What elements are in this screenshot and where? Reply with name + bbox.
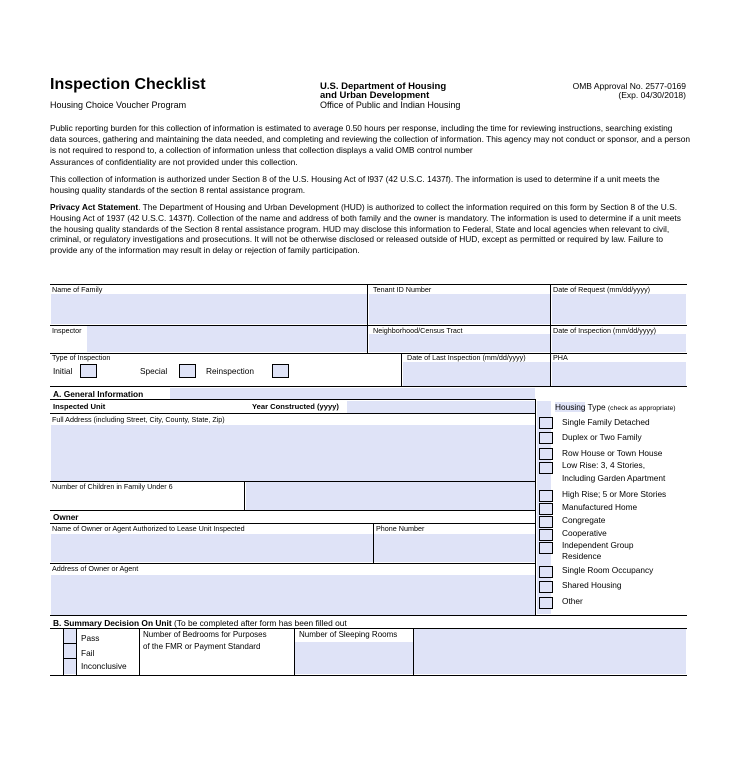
- section-b-title: B. Summary Decision On Unit: [53, 618, 172, 628]
- owner-address-field[interactable]: [51, 575, 535, 615]
- phone-number-field[interactable]: [374, 534, 535, 562]
- housing-option-manufactured-home: Manufactured Home: [562, 502, 638, 512]
- fail-checkbox[interactable]: [63, 645, 76, 657]
- initial-label: Initial: [53, 366, 73, 376]
- housing-option-duplex: Duplex or Two Family: [562, 432, 642, 442]
- inspected-unit-label: Inspected Unit: [53, 402, 106, 411]
- other-checkbox[interactable]: [539, 597, 553, 609]
- cooperative-checkbox[interactable]: [539, 529, 553, 541]
- year-constructed-field[interactable]: [347, 401, 535, 413]
- fail-label: Fail: [81, 648, 95, 658]
- type-of-inspection-label: Type of Inspection: [52, 353, 111, 362]
- housing-option-other: Other: [562, 596, 583, 606]
- duplex-checkbox[interactable]: [539, 432, 553, 444]
- date-of-inspection-label: Date of Inspection (mm/dd/yyyy): [553, 326, 657, 335]
- manufactured-home-checkbox[interactable]: [539, 503, 553, 515]
- name-of-family-label: Name of Family: [52, 285, 103, 294]
- name-of-family-field[interactable]: [51, 294, 367, 324]
- full-address-field[interactable]: [51, 425, 535, 481]
- housing-option-low-rise-cont: Including Garden Apartment: [562, 473, 666, 483]
- initial-checkbox[interactable]: [80, 364, 97, 378]
- housing-option-single-family-detached: Single Family Detached: [562, 417, 650, 427]
- full-address-label: Full Address (including Street, City, County, State, Zip): [52, 415, 225, 424]
- date-last-inspection-field[interactable]: [403, 362, 550, 386]
- housing-option-independent-group: Independent Group: [562, 540, 634, 550]
- bedrooms-label-line-1: Number of Bedrooms for Purposes: [143, 630, 267, 639]
- tenant-id-label: Tenant ID Number: [373, 285, 432, 294]
- owner-address-label: Address of Owner or Agent: [52, 564, 139, 573]
- section-b-note: (To be completed after form has been filled out: [174, 618, 347, 628]
- pha-field[interactable]: [552, 362, 686, 386]
- department-line-2: and Urban Development: [320, 90, 430, 101]
- reinspection-checkbox[interactable]: [272, 364, 289, 378]
- independent-group-residence-checkbox[interactable]: [539, 542, 553, 554]
- privacy-act-heading: Privacy Act Statement: [50, 202, 139, 212]
- inconclusive-label: Inconclusive: [81, 661, 127, 671]
- department-line-1: U.S. Department of Housing: [320, 81, 447, 92]
- date-of-request-label: Date of Request (mm/dd/yyyy): [553, 285, 651, 294]
- office-name: Office of Public and Indian Housing: [320, 100, 461, 110]
- special-checkbox[interactable]: [179, 364, 196, 378]
- pass-checkbox[interactable]: [63, 630, 76, 642]
- low-rise-checkbox[interactable]: [539, 462, 553, 474]
- single-family-detached-checkbox[interactable]: [539, 417, 553, 429]
- year-constructed-label: Year Constructed (yyyy): [252, 402, 339, 411]
- housing-option-shared-housing: Shared Housing: [562, 580, 622, 590]
- section-a-header-band: [170, 388, 535, 399]
- privacy-act-text: . The Department of Housing and Urban Development (HUD) is authorized to collect the information required on this form by Section 8 of the U.S. Housing Act of 1937 (42 U.S.C. 1437f). Collection of the name and address of both family and the owner is mandatory. The information is used to determine if a unit meets the housing quality standards of the Section 8 rental assistance program. HUD may disclose this information to Federal, State and local agencies when relevant to civil, criminal, or regulatory investigations and prosecutions. It will not be otherwise disclosed or released outside of HUD, except as permitted or required by law. Failure to provide any of the information may result in delay or rejection of family participation.: [50, 202, 681, 256]
- neighborhood-field[interactable]: [369, 334, 550, 352]
- owner-name-field[interactable]: [51, 534, 373, 562]
- date-of-request-field[interactable]: [552, 294, 686, 324]
- congregate-checkbox[interactable]: [539, 516, 553, 528]
- shared-housing-checkbox[interactable]: [539, 581, 553, 593]
- housing-type-heading: [555, 402, 676, 412]
- date-last-inspection-label: Date of Last Inspection (mm/dd/yyyy): [407, 353, 526, 362]
- tenant-id-field[interactable]: [369, 294, 550, 324]
- special-label: Special: [140, 366, 168, 376]
- bedrooms-field[interactable]: [141, 654, 294, 674]
- confidentiality-statement: Assurances of confidentiality are not provided under this collection.: [50, 157, 298, 167]
- summary-decision-notes-field[interactable]: [414, 629, 686, 674]
- high-rise-checkbox[interactable]: [539, 490, 553, 502]
- single-room-occupancy-checkbox[interactable]: [539, 566, 553, 578]
- housing-option-independent-group-cont: Residence: [562, 551, 602, 561]
- omb-approval: [540, 82, 686, 100]
- phone-number-label: Phone Number: [376, 524, 425, 533]
- pha-label: PHA: [553, 353, 568, 362]
- omb-number: OMB Approval No. 2577-0169: [572, 81, 686, 91]
- children-under-6-field[interactable]: [246, 482, 535, 510]
- owner-name-label: Name of Owner or Agent Authorized to Lease Unit Inspected: [52, 524, 245, 533]
- authority-statement: This collection of information is authorized under Section 8 of the U.S. Housing Act of l937 (42 U.S.C. 1437f). The information is used to determine if a unit meets the housing quality standards of the section 8 rental assistance program.: [50, 174, 660, 195]
- bedrooms-label-line-2: of the FMR or Payment Standard: [143, 642, 261, 651]
- housing-option-congregate: Congregate: [562, 515, 606, 525]
- housing-type-note: (check as appropriate): [607, 405, 676, 412]
- owner-heading: Owner: [53, 513, 79, 522]
- privacy-act-statement: [50, 202, 690, 256]
- housing-option-single-room-occupancy: Single Room Occupancy: [562, 565, 654, 575]
- row-house-checkbox[interactable]: [539, 448, 553, 460]
- housing-option-high-rise: High Rise; 5 or More Stories: [562, 489, 667, 499]
- department-name: [320, 82, 446, 100]
- omb-expiration: (Exp. 04/30/2018): [618, 90, 686, 100]
- program-name: Housing Choice Voucher Program: [50, 100, 187, 110]
- bedrooms-label: [143, 629, 267, 653]
- sleeping-rooms-label: Number of Sleeping Rooms: [299, 630, 398, 639]
- section-b-heading: [53, 618, 347, 628]
- children-under-6-label: Number of Children in Family Under 6: [52, 482, 173, 491]
- housing-option-row-house: Row House or Town House: [562, 448, 663, 458]
- housing-option-low-rise: Low Rise: 3, 4 Stories,: [562, 460, 646, 470]
- section-a-heading: A. General Information: [53, 389, 144, 399]
- neighborhood-label: Neighborhood/Census Tract: [373, 326, 463, 335]
- inspector-field[interactable]: [87, 326, 367, 352]
- pass-label: Pass: [81, 633, 100, 643]
- inspector-label: Inspector: [52, 326, 82, 335]
- housing-type-heading-rest: Type: [585, 402, 606, 412]
- sleeping-rooms-field[interactable]: [295, 642, 413, 674]
- burden-statement: Public reporting burden for this collection of information is estimated to average 0.50 hours per response, including the time for reviewing instructions, searching existing data sources, gathering and maintaining the data needed, and completing and reviewing the collection of information. This agency may not conduct or sponsor, and a person is not required to respond to, a collection of information unless that collection displays a valid OMB control number: [50, 123, 691, 155]
- form-title: Inspection Checklist: [50, 76, 206, 93]
- inconclusive-checkbox[interactable]: [63, 660, 76, 673]
- housing-type-heading-highlight: Housing: [555, 402, 586, 412]
- housing-option-cooperative: Cooperative: [562, 528, 607, 538]
- date-of-inspection-field[interactable]: [552, 334, 686, 352]
- reinspection-label: Reinspection: [206, 366, 254, 376]
